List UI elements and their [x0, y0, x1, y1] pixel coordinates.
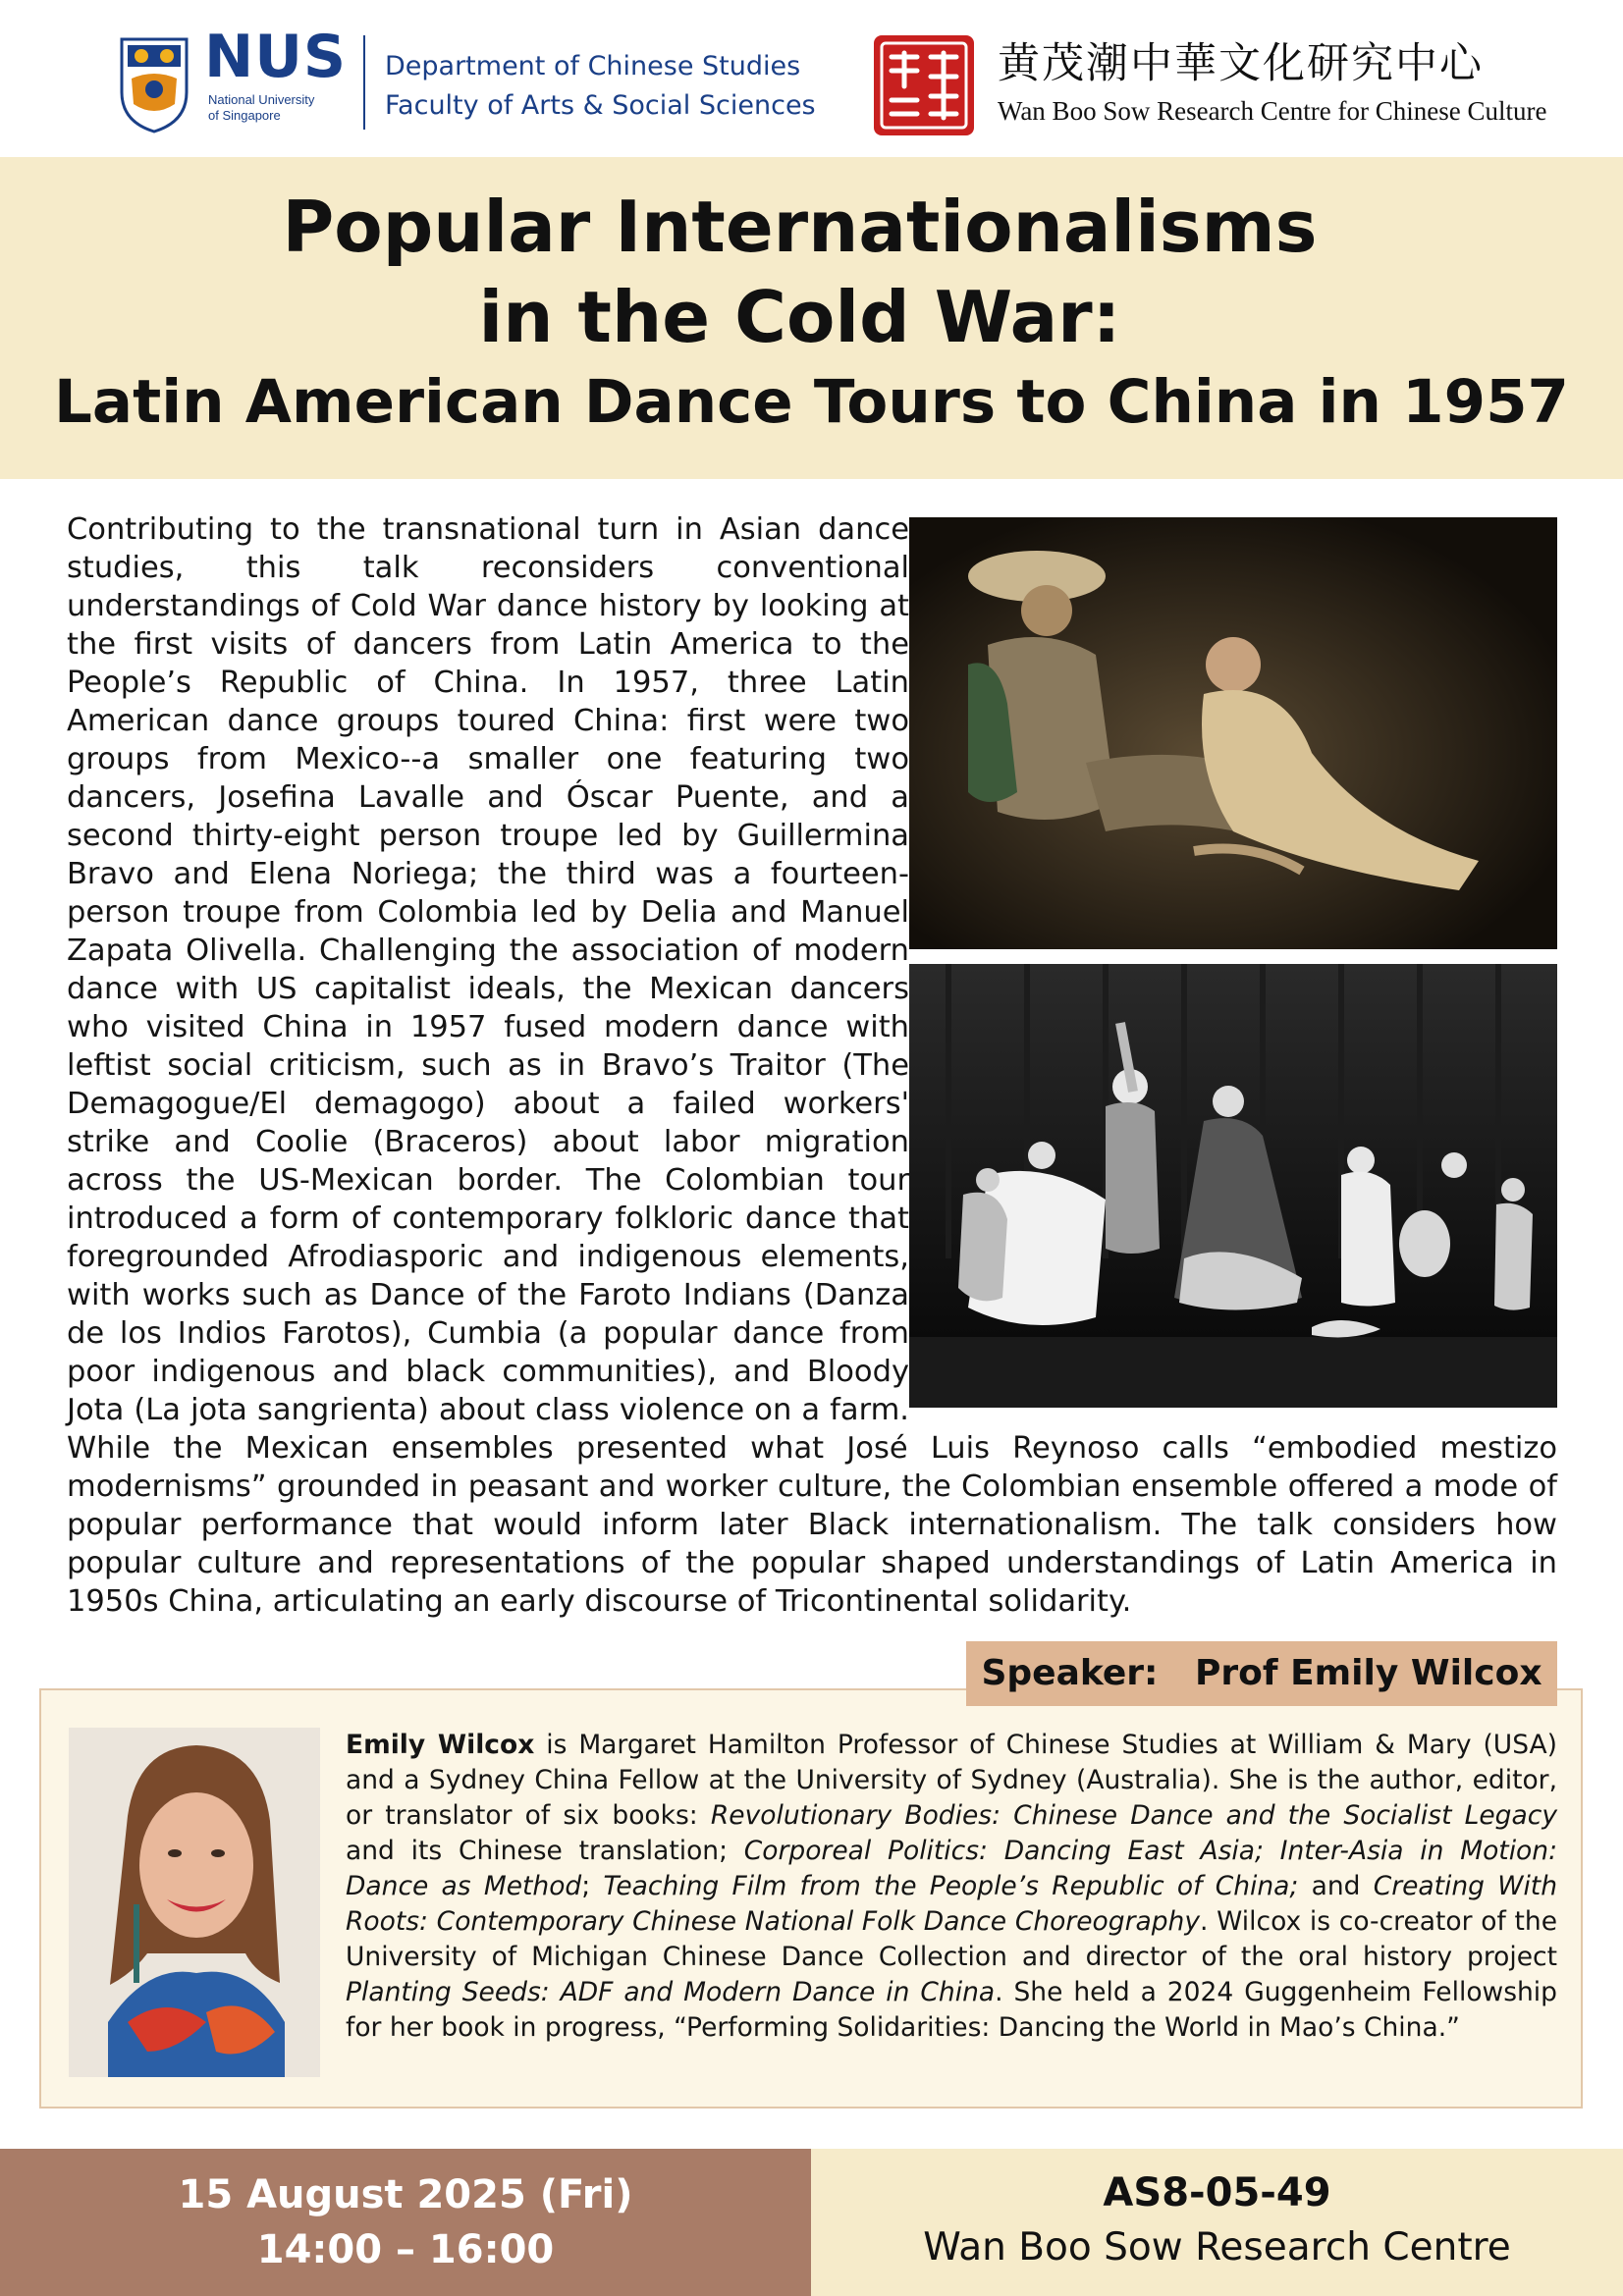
centre-english-name: Wan Boo Sow Research Centre for Chinese Culture [998, 96, 1547, 126]
bio-book-4: Creating With Roots: Contemporary Chinese National Folk Dance Choreography [346, 1871, 1557, 1937]
bio-book-3: Teaching Film from the People’s Republic of China; [603, 1871, 1299, 1901]
event-date: 15 August 2025 (Fri) [178, 2172, 633, 2217]
speaker-name: Prof Emily Wilcox [1195, 1653, 1542, 1693]
event-time: 14:00 – 16:00 [256, 2227, 555, 2272]
header-divider [363, 35, 365, 130]
centre-chinese-name: 黄茂潮中華文化研究中心 [998, 39, 1484, 88]
speaker-portrait-art [69, 1728, 320, 2077]
bio-part-4: and [1298, 1871, 1374, 1901]
speaker-label: Speaker: [981, 1653, 1159, 1693]
title-line-3: Latin American Dance Tours to China in 1957 [54, 367, 1569, 437]
bio-book-2: Corporeal Politics: Dancing East Asia; Inter-Asia in Motion: Dance as Method [346, 1836, 1557, 1901]
abstract-text: Contributing to the transnational turn in Asian dance studies, this talk reconsiders conventional understandings of Cold War dance history by looking at the first visits of dancers from Latin America to the People’s Republic of China. In 1957, three Latin American dance groups toured China: first were two groups from Mexico--a smaller one featuring two dancers, Josefina Lavalle and Óscar Puente, and a second thirty-eight person troupe led by Guillermina Bravo and Elena Noriega; the third was a fourteen-person troupe from Colombia led by Delia and Manuel Zapata Olivella. Challenging the association of modern dance with US capitalist ideals, the Mexican dancers who visited China in 1957 fused modern dance with leftist social criticism, such as in Bravo’s Traitor (The Demagogue/El demagogo) about a failed workers' strike and Coolie (Braceros) about labor migration across the US-Mexican border. The Colombian tour introduced a form of contemporary folkloric dance that foregrounded Afrodiasporic and indigenous elements, with works such as Dance of the Faroto Indians (Danza de los Indios Farotos), Cumbia (a popular dance from poor indigenous and black communities), and Bloody Jota (La jota sangrienta) about class violence on a farm. While the Mexican ensembles presented what José Luis Reynoso calls “embodied mestizo modernisms” grounded in peasant and worker culture, the Colombian ensemble offered a mode of popular performance that would inform later Black internationalism. The talk considers how popular culture and representations of the popular shaped understandings of Latin America in 1950s China, articulating an early discourse of Tricontinental solidarity. [67, 512, 1557, 1619]
speaker-tab [966, 1641, 1557, 1706]
bio-part-6: . She held a 2024 Guggenheim Fellowship for her book in progress, “Performing Solidarities: Dancing the World in Mao’s China.” [346, 1977, 1557, 2043]
bio-part-1: is Margaret Hamilton Professor of Chinese Studies at William & Mary (USA) and a Sydney China Fellow at the University of Sydney (Australia). She is the author, editor, or translator of six books: [346, 1730, 1557, 1831]
photo-dance-duet [909, 517, 1557, 949]
speaker-bio [346, 1728, 1557, 2046]
title-line-2: in the Cold War: [478, 276, 1121, 358]
event-room: AS8-05-49 [1103, 2170, 1331, 2216]
department-name: Department of Chinese Studies [385, 51, 801, 81]
bio-name: Emily Wilcox [346, 1730, 535, 1760]
bio-part-5: . Wilcox is co-creator of the University of Michigan Chinese Dance Collection and director of the oral history project [346, 1906, 1557, 1972]
nus-crest-icon [118, 35, 190, 133]
title-band [0, 157, 1623, 479]
nus-name-line2: of Singapore [208, 108, 281, 123]
photo-dance-group [909, 964, 1557, 1408]
event-location [811, 2149, 1623, 2296]
nus-full-name [208, 92, 314, 124]
bio-book-1: Revolutionary Bodies: Chinese Dance and the Socialist Legacy [710, 1800, 1557, 1831]
faculty-name: Faculty of Arts & Social Sciences [385, 90, 816, 121]
nus-logo-text: NUS [204, 23, 348, 91]
bio-part-3: ; [581, 1871, 604, 1901]
event-venue: Wan Boo Sow Research Centre [923, 2225, 1511, 2269]
red-seal-icon [870, 31, 978, 139]
bio-part-2: and its Chinese translation; [346, 1836, 744, 1866]
event-datetime [0, 2149, 811, 2296]
photo-dance-duet-art [909, 517, 1557, 949]
header [0, 0, 1623, 157]
title-line-1: Popular Internationalisms [282, 186, 1318, 268]
speaker-portrait [69, 1728, 320, 2077]
nus-name-line1: National University [208, 92, 315, 107]
bio-book-5: Planting Seeds: ADF and Modern Dance in China [346, 1977, 996, 2007]
photo-dance-group-art [909, 964, 1557, 1408]
department-block [385, 47, 816, 126]
